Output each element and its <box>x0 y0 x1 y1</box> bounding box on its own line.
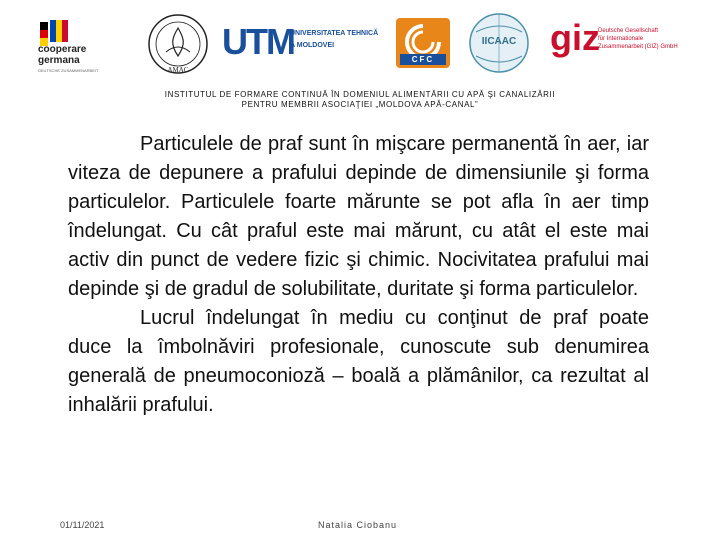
svg-text:AMAC: AMAC <box>167 66 189 74</box>
paragraph-1: Particulele de praf sunt în mişcare permanentă în aer, iar viteza de depunere a prafului depinde de dimensiunile şi forma particulelor. Particulele foarte mărunte se pot afla în aer timp îndelungat. Cu cât praful este mai mărunt, cu atât el este mai activ din punct de vedere fizic şi chimic. Nocivitatea prafului mai depinde şi de gradul de solubilitate, duritate şi forma particulelor. <box>68 133 649 300</box>
amac-logo <box>144 12 214 78</box>
utm-name-line2: A MOLDOVEI <box>290 42 335 49</box>
cooperare-text: cooperare germana <box>38 44 87 66</box>
utm-name-line1: UNIVERSITATEA TEHNICĂ <box>290 30 379 37</box>
amac-emblem-icon <box>144 12 214 78</box>
cooperare-germana-logo <box>34 20 130 80</box>
subtitle-line2: PENTRU MEMBRII ASOCIAŢIEI „MOLDOVA APĂ-CANAL” <box>241 100 479 109</box>
giz-name-line2: für Internationale <box>598 36 644 42</box>
giz-name-line3: Zusammenarbeit (GIZ) GmbH <box>598 44 678 50</box>
footer-date: 01/11/2021 <box>60 520 105 530</box>
paragraph-2: Lucrul îndelungat în mediu cu conţinut de praf poate duce la îmbolnăviri profesionale, cunoscute sub denumirea generală de pneumoconioză – boală a plămânilor, ca rezultat al inhalării prafului. <box>68 307 649 416</box>
cfc-logo <box>394 16 452 70</box>
iicaac-logo <box>468 12 530 74</box>
institute-subtitle <box>0 90 720 110</box>
cooperare-subtext: DEUTSCHE ZUSAMMENARBEIT <box>38 68 99 73</box>
subtitle-line1: INSTITUTUL DE FORMARE CONTINUĂ ÎN DOMENIUL ALIMENTĂRII CU APĂ ŞI CANALIZĂRII <box>164 90 556 99</box>
giz-mark: giz <box>550 17 600 58</box>
utm-logo <box>222 22 392 72</box>
utm-mark: UTM <box>222 21 294 62</box>
logo-bar <box>0 0 720 82</box>
cfc-text: CFC <box>411 55 435 64</box>
giz-logo <box>550 17 720 72</box>
iicaac-text: IICAAC <box>481 36 517 47</box>
main-text <box>68 130 649 420</box>
footer-author: Natalia Ciobanu <box>318 520 398 530</box>
giz-name-line1: Deutsche Gesellschaft <box>598 28 659 34</box>
